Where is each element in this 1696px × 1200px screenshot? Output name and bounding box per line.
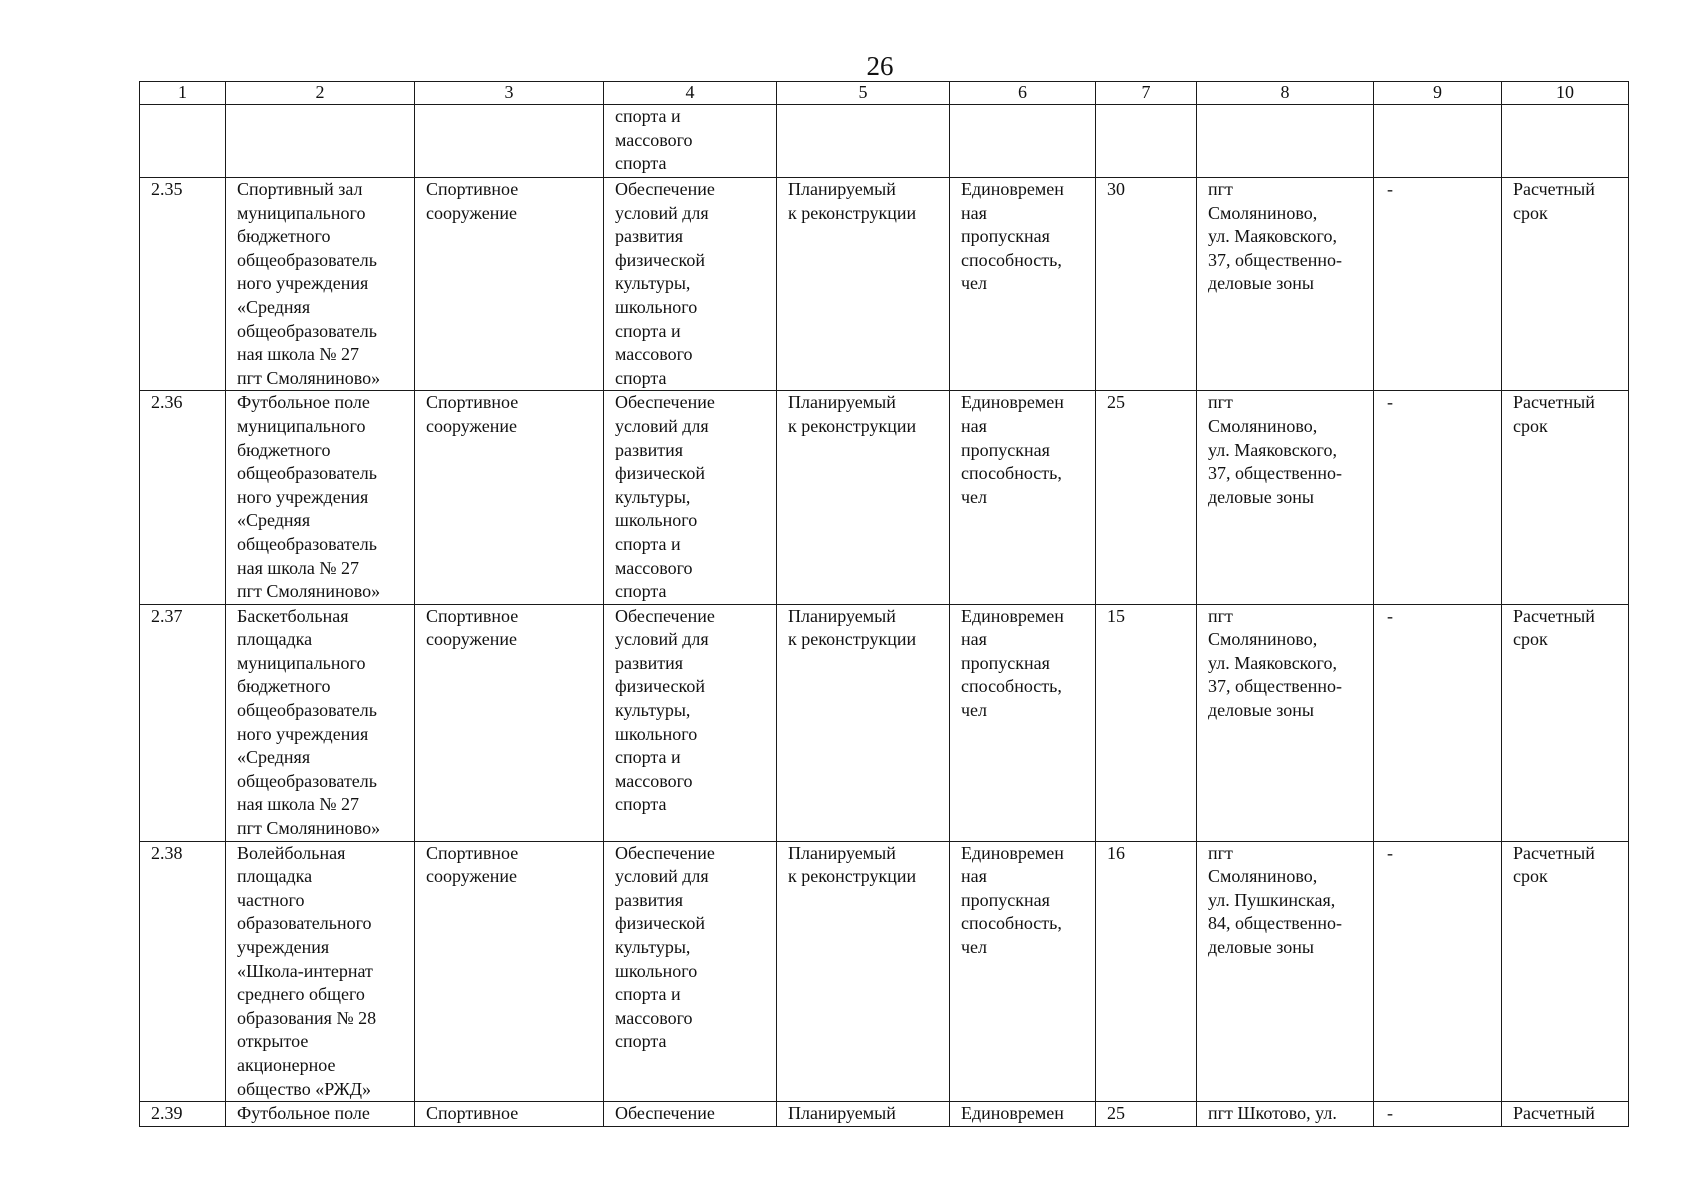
- table-cell: Расчетный срок: [1502, 391, 1629, 604]
- table-cell: -: [1374, 1102, 1502, 1127]
- column-header: 8: [1197, 82, 1374, 105]
- table-cell: 15: [1096, 604, 1197, 841]
- table-row: [140, 1102, 1629, 1127]
- column-header: 5: [777, 82, 950, 105]
- table-cell: -: [1374, 178, 1502, 391]
- table-cell: [777, 105, 950, 178]
- table-cell: Спортивное сооружение: [415, 604, 604, 841]
- table-cell: [1502, 105, 1629, 178]
- facilities-table: [139, 81, 1629, 1127]
- table-cell: пгт Смоляниново, ул. Маяковского, 37, общественно- деловые зоны: [1197, 178, 1374, 391]
- table-cell: [1374, 105, 1502, 178]
- table-cell: [950, 105, 1096, 178]
- table-cell: Волейбольная площадка частного образовательного учреждения «Школа-интернат среднего общего образования № 28 открытое акционерное общество «РЖД»: [226, 841, 415, 1102]
- table-cell: 30: [1096, 178, 1197, 391]
- table-cell: Футбольное поле муниципального бюджетного общеобразователь ного учреждения «Средняя общеобразователь ная школа № 27 пгт Смоляниново»: [226, 391, 415, 604]
- table-cell: Спортивное сооружение: [415, 841, 604, 1102]
- table-cell: Спортивное сооружение: [415, 391, 604, 604]
- table-cell: Обеспечение условий для развития физической культуры, школьного спорта и массового спорта: [604, 391, 777, 604]
- table-cell: Единовремен ная пропускная способность, чел: [950, 604, 1096, 841]
- table-cell: Спортивное сооружение: [415, 178, 604, 391]
- table-cell: [1096, 105, 1197, 178]
- table-row: [140, 178, 1629, 391]
- table-cell: Планируемый к реконструкции: [777, 604, 950, 841]
- table-cell: Обеспечение: [604, 1102, 777, 1127]
- table-cell: пгт Смоляниново, ул. Пушкинская, 84, общественно- деловые зоны: [1197, 841, 1374, 1102]
- column-header: 3: [415, 82, 604, 105]
- table-cell: Футбольное поле: [226, 1102, 415, 1127]
- table-row: [140, 841, 1629, 1102]
- table-cell: Планируемый: [777, 1102, 950, 1127]
- table-cell: Обеспечение условий для развития физической культуры, школьного спорта и массового спорта: [604, 178, 777, 391]
- table-cell: [140, 105, 226, 178]
- table-cell: Расчетный: [1502, 1102, 1629, 1127]
- column-header: 9: [1374, 82, 1502, 105]
- table-cell: 2.38: [140, 841, 226, 1102]
- table-cell: [226, 105, 415, 178]
- table-cell: Расчетный срок: [1502, 604, 1629, 841]
- table-cell: пгт Смоляниново, ул. Маяковского, 37, общественно- деловые зоны: [1197, 391, 1374, 604]
- table-cell: 25: [1096, 391, 1197, 604]
- page-number: 26: [866, 51, 894, 81]
- table-cell: 2.35: [140, 178, 226, 391]
- table-cell: Планируемый к реконструкции: [777, 841, 950, 1102]
- table-cell: -: [1374, 391, 1502, 604]
- column-header: 10: [1502, 82, 1629, 105]
- table-cell: [1197, 105, 1374, 178]
- table-cell: 2.36: [140, 391, 226, 604]
- table-cell: Баскетбольная площадка муниципального бюджетного общеобразователь ного учреждения «Средняя общеобразователь ная школа № 27 пгт Смоляниново»: [226, 604, 415, 841]
- table-cell: Расчетный срок: [1502, 841, 1629, 1102]
- column-header: 6: [950, 82, 1096, 105]
- table-row: [140, 105, 1629, 178]
- column-header: 1: [140, 82, 226, 105]
- table-cell: 16: [1096, 841, 1197, 1102]
- table-cell: 25: [1096, 1102, 1197, 1127]
- table-cell: 2.37: [140, 604, 226, 841]
- table-cell: Спортивный зал муниципального бюджетного общеобразователь ного учреждения «Средняя общеобразователь ная школа № 27 пгт Смоляниново»: [226, 178, 415, 391]
- column-header: 2: [226, 82, 415, 105]
- table-cell: -: [1374, 841, 1502, 1102]
- table-cell: пгт Шкотово, ул.: [1197, 1102, 1374, 1127]
- table-cell: Единовремен ная пропускная способность, чел: [950, 178, 1096, 391]
- column-header: 7: [1096, 82, 1197, 105]
- table-cell: Обеспечение условий для развития физической культуры, школьного спорта и массового спорта: [604, 841, 777, 1102]
- table-cell: Расчетный срок: [1502, 178, 1629, 391]
- table-cell: спорта и массового спорта: [604, 105, 777, 178]
- table-cell: Единовремен ная пропускная способность, чел: [950, 391, 1096, 604]
- table-cell: [415, 105, 604, 178]
- table-cell: Планируемый к реконструкции: [777, 178, 950, 391]
- table-cell: 2.39: [140, 1102, 226, 1127]
- table-cell: Обеспечение условий для развития физической культуры, школьного спорта и массового спорта: [604, 604, 777, 841]
- table-cell: Единовремен ная пропускная способность, чел: [950, 841, 1096, 1102]
- column-header: 4: [604, 82, 777, 105]
- table-cell: пгт Смоляниново, ул. Маяковского, 37, общественно- деловые зоны: [1197, 604, 1374, 841]
- table-cell: Спортивное: [415, 1102, 604, 1127]
- table-cell: -: [1374, 604, 1502, 841]
- table-row: [140, 604, 1629, 841]
- header-row: [140, 82, 1629, 105]
- table-cell: Единовремен: [950, 1102, 1096, 1127]
- table-cell: Планируемый к реконструкции: [777, 391, 950, 604]
- table-row: [140, 391, 1629, 604]
